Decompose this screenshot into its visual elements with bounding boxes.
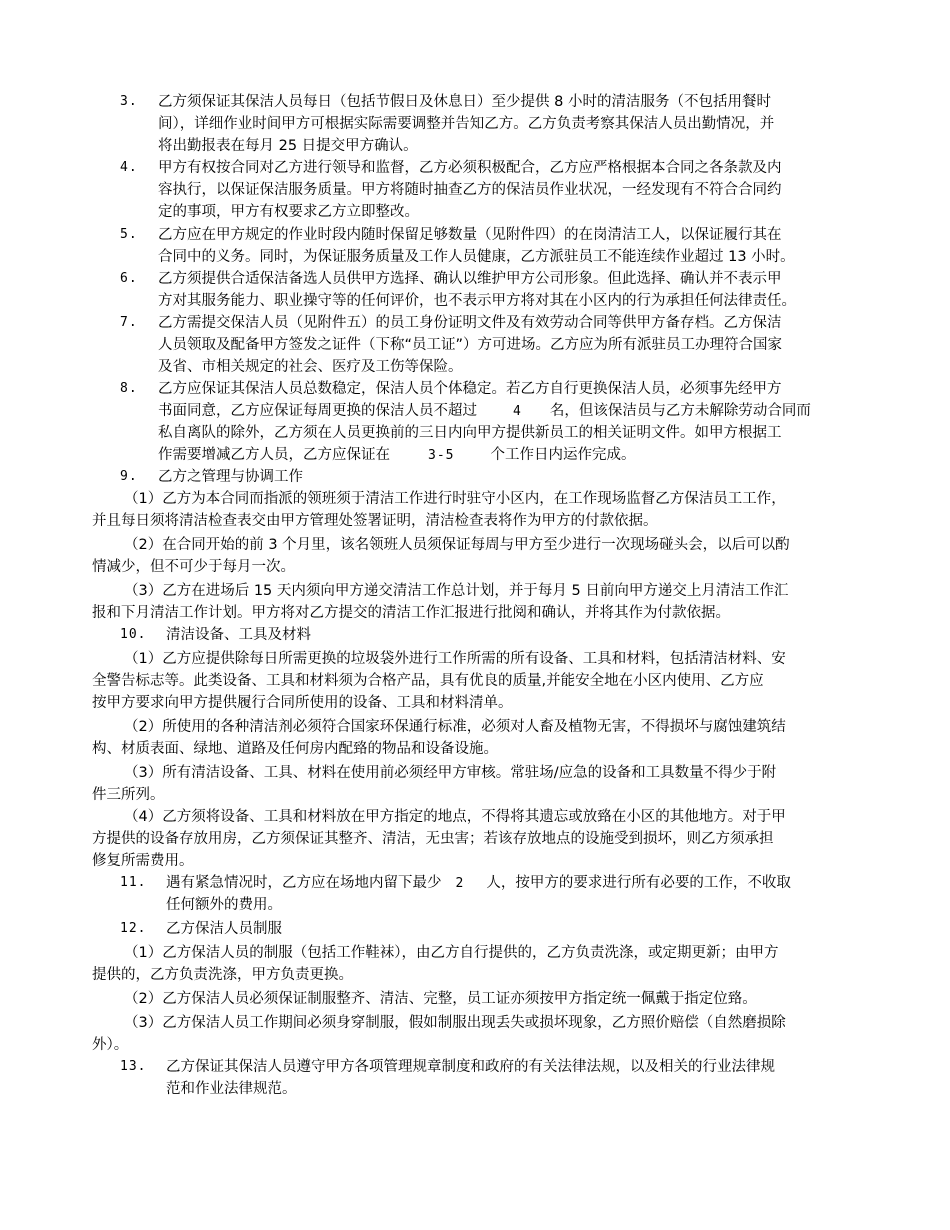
section-title: 乙方保洁人员制服 (166, 921, 282, 937)
item-line: 私自离队的除外，乙方须在人员更换前的三日内向甲方提供新员工的相关证明文件。如甲方根据工 (158, 425, 782, 441)
item-number: 11. (120, 875, 147, 890)
sub-item-line: 并且每日须将清洁检查表交由甲方管理处签署证明，清洁检查表将作为甲方的付款依据。 (92, 513, 658, 529)
weekly-replace-limit: 4 (513, 404, 522, 419)
sub-item-line: （4）乙方须将设备、工具和材料放在甲方指定的地点，不得将其遗忘或放臵在小区的其他地方。对于甲 (124, 809, 786, 825)
item-line: 及省、市相关规定的社会、医疗及工伤等保险。 (158, 359, 463, 375)
item-line: 方对其服务能力、职业操守等的任何评价，也不表示甲方将对其在小区内的行为承担任何法律责任。 (158, 293, 796, 309)
item-line: 书面同意，乙方应保证每周更换的保洁人员不超过 4 名，但该保洁员与乙方未解除劳动合同而 (158, 403, 811, 419)
section-title: 清洁设备、工具及材料 (166, 627, 311, 643)
sub-item-line: （3）所有清洁设备、工具、材料在使用前必须经甲方审核。常驻场/应急的设备和工具数量不得少于附 (124, 765, 777, 781)
item-line: 作需要增减乙方人员，乙方应保证在 3-5 个工作日内运作完成。 (158, 447, 636, 463)
item-line: 任何额外的费用。 (166, 897, 282, 913)
item-number: 5. (120, 227, 138, 242)
item-number: 8. (120, 381, 138, 396)
item-line: 人员领取及配备甲方签发之证件（下称“员工证”）方可进场。乙方应为所有派驻员工办理符合国家 (158, 337, 783, 353)
item-line: 间），详细作业时间甲方可根据实际需要调整并告知乙方。乙方负责考察其保洁人员出勤情况，并 (158, 116, 775, 132)
item-number: 10. (120, 627, 147, 642)
item-number: 13. (120, 1059, 147, 1074)
sub-item-line: （1）乙方为本合同而指派的领班须于清洁工作进行时驻守小区内，在工作现场监督乙方保洁员工工作， (124, 491, 786, 507)
sub-item-line: 按甲方要求向甲方提供履行合同所使用的设备、工具和材料清单。 (92, 695, 513, 711)
item-number: 9. (120, 469, 138, 484)
item-line: 乙方保证其保洁人员遵守甲方各项管理规章制度和政府的有关法律法规，以及相关的行业法律规 (166, 1059, 775, 1075)
sub-item-line: （2）乙方保洁人员必须保证制服整齐、清洁、完整，员工证亦须按甲方指定统一佩戴于指定位臵。 (124, 991, 757, 1007)
item-number: 6. (120, 271, 138, 286)
sub-item-line: 方提供的设备存放用房，乙方须保证其整齐、清洁，无虫害；若该存放地点的设施受到损坏，则乙方须承担 (92, 831, 774, 847)
sub-item-line: （2）在合同开始的前 3 个月里，该名领班人员须保证每周与甲方至少进行一次现场碰头会，以后可以酌 (124, 537, 790, 553)
item-number: 4. (120, 160, 138, 175)
sub-item-line: （2）所使用的各种清洁剂必须符合国家环保通行标准，必须对人畜及植物无害，不得损坏与腐蚀建筑结 (124, 719, 786, 735)
sub-item-line: （3）乙方在进场后 15 天内须向甲方递交清洁工作总计划，并于每月 5 日前向甲方递交上月清洁工作汇 (124, 583, 789, 599)
item-line: 乙方须保证其保洁人员每日（包括节假日及休息日）至少提供 8 小时的清洁服务（不包括用餐时 (158, 94, 771, 110)
item-line: 容执行，以保证保洁服务质量。甲方将随时抽查乙方的保洁员作业状况，一经发现有不符合合同约 (158, 182, 782, 198)
item-number: 7. (120, 315, 138, 330)
sub-item-line: （1）乙方应提供除每日所需更换的垃圾袋外进行工作所需的所有设备、工具和材料，包括清洁材料、安 (124, 651, 786, 667)
item-line: 遇有紧急情况时，乙方应在场地内留下最少 2 人，按甲方的要求进行所有必要的工作，不收取 (166, 875, 791, 891)
item-line: 范和作业法律规范。 (166, 1081, 297, 1097)
sub-item-line: 情减少，但不可少于每月一次。 (92, 559, 295, 575)
sub-item-line: 修复所需费用。 (92, 853, 194, 869)
item-line: 乙方应在甲方规定的作业时段内随时保留足够数量（见附件四）的在岗清洁工人，以保证履行其在 (158, 227, 782, 243)
item-line: 合同中的义务。同时，为保证服务质量及工作人员健康，乙方派驻员工不能连续作业超过 13 小时。 (158, 249, 795, 265)
sub-item-line: 构、材质表面、绿地、道路及任何房内配臵的物品和设备设施。 (92, 741, 498, 757)
item-line: 乙方应保证其保洁人员总数稳定，保洁人员个体稳定。若乙方自行更换保洁人员，必须事先经甲方 (158, 381, 782, 397)
min-staff-count: 2 (455, 876, 465, 891)
item-line: 将出勤报表在每月 25 日提交甲方确认。 (158, 138, 418, 154)
workday-range: 3-5 (428, 448, 455, 463)
sub-item-line: 外）。 (92, 1037, 129, 1053)
sub-item-line: 提供的，乙方负责洗涤，甲方负责更换。 (92, 967, 353, 983)
sub-item-line: 报和下月清洁工作计划。甲方将对乙方提交的清洁工作汇报进行批阅和确认，并将其作为付款依据。 (92, 605, 730, 621)
sub-item-line: 全警告标志等。此类设备、工具和材料须为合格产品，具有优良的质量,并能安全地在小区内使用、乙方应 (92, 673, 764, 689)
sub-item-line: （3）乙方保洁人员工作期间必须身穿制服，假如制服出现丢失或损坏现象，乙方照价赔偿（自然磨损除 (124, 1015, 786, 1031)
item-line: 定的事项，甲方有权要求乙方立即整改。 (158, 204, 419, 220)
sub-item-line: （1）乙方保洁人员的制服（包括工作鞋袜），由乙方自行提供的，乙方负责洗涤，或定期更新；由甲方 (124, 945, 779, 961)
sub-item-line: 件三所列。 (92, 787, 165, 803)
item-number: 12. (120, 921, 147, 936)
item-line: 乙方须提供合适保洁备选人员供甲方选择、确认以维护甲方公司形象。但此选择、确认并不表示甲 (158, 271, 782, 287)
item-number: 3. (120, 94, 138, 109)
item-line: 乙方需提交保洁人员（见附件五）的员工身份证明文件及有效劳动合同等供甲方备存档。乙方保洁 (158, 315, 782, 331)
item-line: 甲方有权按合同对乙方进行领导和监督，乙方必须积极配合，乙方应严格根据本合同之各条款及内 (158, 160, 782, 176)
section-title: 乙方之管理与协调工作 (158, 469, 303, 485)
